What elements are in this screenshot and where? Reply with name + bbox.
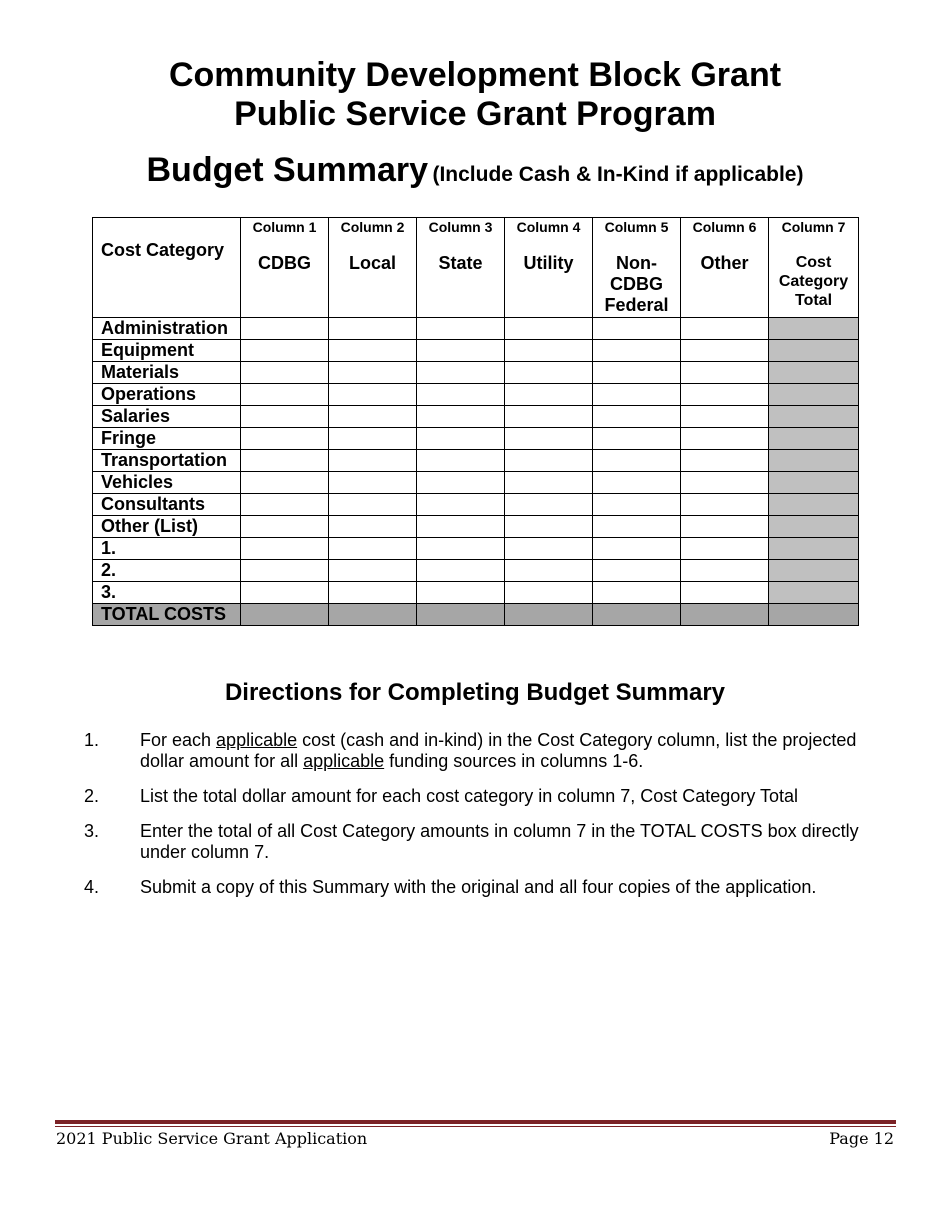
- amount-cell[interactable]: [505, 406, 593, 428]
- total-amount-cell: [681, 604, 769, 626]
- directions-title: Directions for Completing Budget Summary: [224, 679, 726, 706]
- amount-cell[interactable]: [329, 472, 417, 494]
- table-row: [93, 582, 859, 604]
- total-costs-label: TOTAL COSTS: [93, 604, 241, 626]
- amount-cell[interactable]: [329, 340, 417, 362]
- table-row: [93, 406, 859, 428]
- direction-item-3: [84, 821, 899, 863]
- underlined-word: applicable: [303, 751, 385, 771]
- footer-rule-thin: [55, 1126, 896, 1127]
- amount-cell[interactable]: [681, 340, 769, 362]
- amount-cell[interactable]: [417, 384, 505, 406]
- amount-cell[interactable]: [505, 516, 593, 538]
- amount-cell[interactable]: [505, 340, 593, 362]
- amount-cell[interactable]: [593, 494, 681, 516]
- amount-cell[interactable]: [505, 384, 593, 406]
- amount-cell[interactable]: [329, 318, 417, 340]
- directions-list: [84, 730, 899, 912]
- amount-cell[interactable]: [681, 450, 769, 472]
- amount-cell[interactable]: [593, 428, 681, 450]
- amount-cell[interactable]: [681, 472, 769, 494]
- amount-cell[interactable]: [329, 516, 417, 538]
- column-header: Column 2 Local: [329, 218, 417, 318]
- amount-cell[interactable]: [417, 516, 505, 538]
- amount-cell[interactable]: [505, 582, 593, 604]
- column-header: Column 5 Non- CDBG Federal: [593, 218, 681, 318]
- table-row: [93, 494, 859, 516]
- table-header-row: [93, 218, 859, 318]
- amount-cell[interactable]: [505, 494, 593, 516]
- direction-number: 2.: [84, 786, 100, 806]
- column-header: Column 7 Cost Category Total: [769, 218, 859, 318]
- budget-summary-table: [92, 217, 859, 626]
- amount-cell[interactable]: [681, 428, 769, 450]
- direction-text: Submit a copy of this Summary with the original and all four copies of the application.: [140, 877, 817, 897]
- total-cell[interactable]: [769, 494, 859, 516]
- total-cell[interactable]: [769, 384, 859, 406]
- total-amount-cell: [593, 604, 681, 626]
- amount-cell[interactable]: [593, 450, 681, 472]
- total-cell[interactable]: [769, 516, 859, 538]
- column-header: Column 3 State: [417, 218, 505, 318]
- amount-cell[interactable]: [417, 494, 505, 516]
- cost-category-header: Cost Category: [93, 218, 241, 318]
- amount-cell[interactable]: [329, 538, 417, 560]
- row-label: 3.: [93, 582, 241, 604]
- amount-cell[interactable]: [241, 406, 329, 428]
- amount-cell[interactable]: [417, 582, 505, 604]
- amount-cell[interactable]: [329, 560, 417, 582]
- total-costs-row: [93, 604, 859, 626]
- amount-cell[interactable]: [681, 384, 769, 406]
- budget-summary-title: Budget Summary: [146, 151, 428, 189]
- amount-cell[interactable]: [417, 560, 505, 582]
- amount-cell[interactable]: [417, 340, 505, 362]
- amount-cell[interactable]: [505, 538, 593, 560]
- grand-total-cell[interactable]: [769, 604, 859, 626]
- title-line-1: Community Development Block Grant: [168, 56, 782, 94]
- amount-cell[interactable]: [681, 582, 769, 604]
- amount-cell[interactable]: [417, 428, 505, 450]
- total-cell[interactable]: [769, 472, 859, 494]
- amount-cell[interactable]: [241, 340, 329, 362]
- direction-item-2: [84, 786, 899, 807]
- amount-cell[interactable]: [593, 472, 681, 494]
- amount-cell[interactable]: [241, 516, 329, 538]
- amount-cell[interactable]: [417, 472, 505, 494]
- amount-cell[interactable]: [593, 384, 681, 406]
- table-row: [93, 560, 859, 582]
- amount-cell[interactable]: [241, 538, 329, 560]
- amount-cell[interactable]: [329, 494, 417, 516]
- row-label: Fringe: [93, 428, 241, 450]
- amount-cell[interactable]: [593, 318, 681, 340]
- amount-cell[interactable]: [329, 428, 417, 450]
- amount-cell[interactable]: [241, 494, 329, 516]
- table-row: [93, 538, 859, 560]
- column-header: Column 1 CDBG: [241, 218, 329, 318]
- row-label: Transportation: [93, 450, 241, 472]
- table-row: [93, 340, 859, 362]
- amount-cell[interactable]: [241, 472, 329, 494]
- amount-cell[interactable]: [593, 560, 681, 582]
- row-label: Other (List): [93, 516, 241, 538]
- row-label: Salaries: [93, 406, 241, 428]
- row-label: Consultants: [93, 494, 241, 516]
- amount-cell[interactable]: [241, 384, 329, 406]
- total-cell[interactable]: [769, 362, 859, 384]
- direction-item-4: [84, 877, 899, 898]
- row-label: Administration: [93, 318, 241, 340]
- total-amount-cell: [505, 604, 593, 626]
- table-row: [93, 428, 859, 450]
- document-title: [0, 56, 950, 134]
- amount-cell[interactable]: [329, 384, 417, 406]
- table-row: [93, 516, 859, 538]
- amount-cell[interactable]: [681, 406, 769, 428]
- total-cell[interactable]: [769, 538, 859, 560]
- amount-cell[interactable]: [241, 560, 329, 582]
- amount-cell[interactable]: [681, 560, 769, 582]
- column-header: Column 4 Utility: [505, 218, 593, 318]
- direction-text: cost (cash and in-kind) in the Cost Category column, list the projected dollar amount for all: [140, 730, 857, 771]
- amount-cell[interactable]: [417, 538, 505, 560]
- row-label: Operations: [93, 384, 241, 406]
- total-cell[interactable]: [769, 318, 859, 340]
- direction-number: 1.: [84, 730, 100, 750]
- total-amount-cell: [329, 604, 417, 626]
- budget-summary-note: (Include Cash & In-Kind if applicable): [432, 163, 804, 186]
- amount-cell[interactable]: [593, 538, 681, 560]
- footer-document-name: 2021 Public Service Grant Application: [56, 1129, 368, 1148]
- underlined-word: applicable: [216, 730, 298, 750]
- table-row: [93, 472, 859, 494]
- footer-page-number: Page 12: [829, 1129, 894, 1148]
- total-amount-cell: [241, 604, 329, 626]
- amount-cell[interactable]: [681, 318, 769, 340]
- amount-cell[interactable]: [329, 406, 417, 428]
- amount-cell[interactable]: [593, 406, 681, 428]
- amount-cell[interactable]: [417, 450, 505, 472]
- row-label: 2.: [93, 560, 241, 582]
- total-cell[interactable]: [769, 406, 859, 428]
- total-cell[interactable]: [769, 428, 859, 450]
- amount-cell[interactable]: [593, 340, 681, 362]
- amount-cell[interactable]: [241, 450, 329, 472]
- amount-cell[interactable]: [241, 318, 329, 340]
- row-label: Materials: [93, 362, 241, 384]
- amount-cell[interactable]: [681, 362, 769, 384]
- table-row: [93, 450, 859, 472]
- total-cell[interactable]: [769, 340, 859, 362]
- total-amount-cell: [417, 604, 505, 626]
- amount-cell[interactable]: [681, 538, 769, 560]
- table-row: [93, 384, 859, 406]
- direction-text: For each: [140, 730, 217, 750]
- budget-summary-heading: [0, 151, 950, 190]
- amount-cell[interactable]: [241, 362, 329, 384]
- total-cell[interactable]: [769, 582, 859, 604]
- amount-cell[interactable]: [417, 406, 505, 428]
- amount-cell[interactable]: [241, 582, 329, 604]
- amount-cell[interactable]: [593, 582, 681, 604]
- total-cell[interactable]: [769, 450, 859, 472]
- amount-cell[interactable]: [329, 450, 417, 472]
- amount-cell[interactable]: [505, 560, 593, 582]
- amount-cell[interactable]: [505, 318, 593, 340]
- direction-item-1: [84, 730, 899, 772]
- amount-cell[interactable]: [505, 450, 593, 472]
- amount-cell[interactable]: [329, 362, 417, 384]
- footer-rule: [55, 1120, 896, 1124]
- amount-cell[interactable]: [681, 516, 769, 538]
- amount-cell[interactable]: [505, 472, 593, 494]
- amount-cell[interactable]: [505, 428, 593, 450]
- amount-cell[interactable]: [593, 362, 681, 384]
- table-row: [93, 362, 859, 384]
- amount-cell[interactable]: [681, 494, 769, 516]
- direction-text: funding sources in columns 1-6.: [384, 751, 644, 771]
- amount-cell[interactable]: [593, 516, 681, 538]
- row-label: Vehicles: [93, 472, 241, 494]
- row-label: 1.: [93, 538, 241, 560]
- amount-cell[interactable]: [505, 362, 593, 384]
- title-line-2: Public Service Grant Program: [234, 95, 716, 133]
- row-label: Equipment: [93, 340, 241, 362]
- column-header: Column 6 Other: [681, 218, 769, 318]
- direction-number: 4.: [84, 877, 100, 897]
- amount-cell[interactable]: [329, 582, 417, 604]
- direction-text: Enter the total of all Cost Category amounts in column 7 in the TOTAL COSTS box directly under column 7.: [140, 821, 859, 862]
- direction-text: List the total dollar amount for each cost category in column 7, Cost Category Total: [140, 786, 799, 806]
- amount-cell[interactable]: [417, 318, 505, 340]
- amount-cell[interactable]: [241, 428, 329, 450]
- total-cell[interactable]: [769, 560, 859, 582]
- amount-cell[interactable]: [417, 362, 505, 384]
- direction-number: 3.: [84, 821, 100, 841]
- table-row: [93, 318, 859, 340]
